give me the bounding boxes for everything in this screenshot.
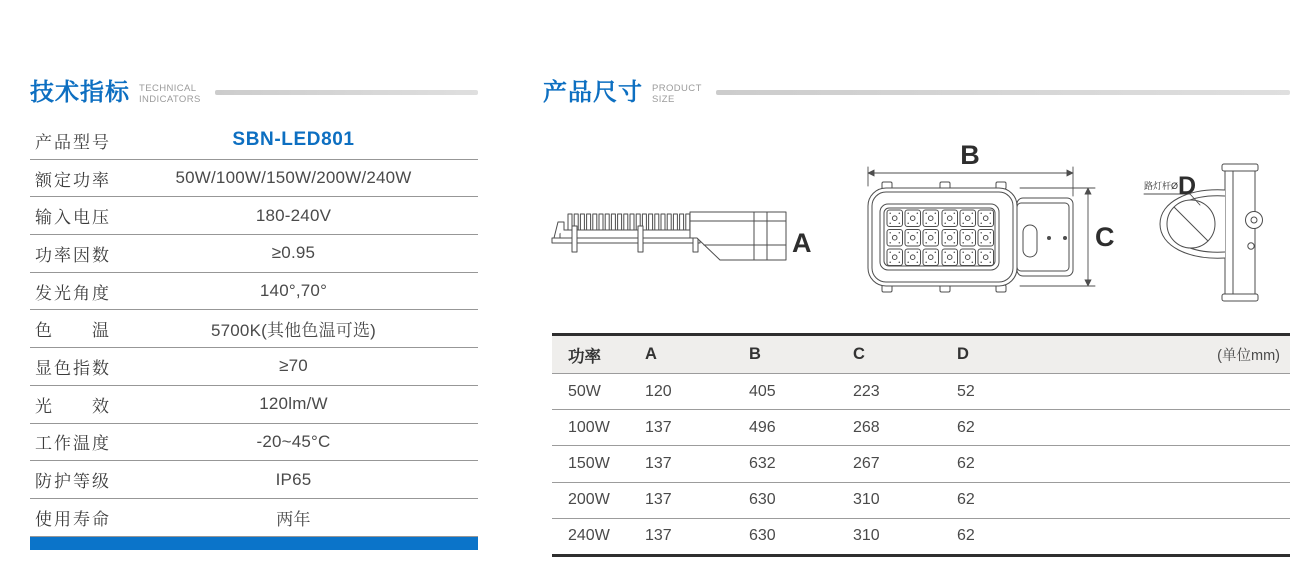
cell: 52	[957, 382, 975, 400]
cell: 137	[645, 491, 672, 509]
dimension-c-label: C	[1095, 222, 1114, 252]
cell: 62	[957, 491, 975, 509]
col-header-c: C	[853, 345, 865, 363]
col-header-a: A	[645, 345, 657, 363]
spec-value: -20~45°C	[256, 431, 331, 451]
col-header-b: B	[749, 345, 761, 363]
spec-value: 5700K(其他色温可选)	[210, 321, 377, 341]
cell: 310	[853, 491, 880, 509]
dimension-a-label: A	[792, 228, 812, 258]
tech-indicators-title: 技术指标	[30, 79, 130, 106]
col-header-power: 功率	[568, 347, 601, 366]
table-row-100w	[552, 409, 1290, 445]
spec-row-input-voltage	[30, 197, 478, 235]
dimension-b-label: B	[960, 142, 980, 170]
spec-row-beam-angle	[30, 273, 478, 311]
cell: 240W	[568, 527, 610, 545]
spec-row-cri	[30, 348, 478, 386]
table-row-200w	[552, 482, 1290, 518]
lamp-bar	[560, 230, 710, 238]
pole-note-label: 路灯杆Ø	[1144, 181, 1179, 191]
spec-value: 两年	[276, 509, 311, 529]
cell: 150W	[568, 454, 610, 472]
spec-value: IP65	[275, 469, 312, 489]
spec-label: 光效	[35, 396, 109, 416]
arm-slot	[1023, 225, 1037, 257]
spec-value: 140°,70°	[259, 281, 328, 301]
table-row-150w	[552, 445, 1290, 481]
spec-row-power-factor	[30, 235, 478, 273]
cell: 268	[853, 418, 880, 436]
cell: 310	[853, 527, 880, 545]
spec-value: 120lm/W	[259, 394, 328, 414]
tech-indicators-subtitle	[139, 84, 201, 106]
spec-row-efficacy	[30, 386, 478, 424]
spec-label: 防护等级	[35, 472, 109, 492]
subtitle-line1: TECHNICAL	[139, 83, 197, 94]
spec-row-rated-power	[30, 160, 478, 198]
lamp-end-body	[1225, 168, 1255, 297]
unit-note: (单位mm)	[1217, 348, 1280, 364]
spec-label: 显色指数	[35, 358, 109, 378]
cell: 496	[749, 418, 776, 436]
spec-row-operating-temp	[30, 424, 478, 462]
cell: 137	[645, 418, 672, 436]
spec-label: 功率因数	[35, 245, 109, 265]
subtitle-line2: INDICATORS	[139, 93, 201, 105]
cell: 223	[853, 382, 880, 400]
spec-label: 工作温度	[35, 434, 109, 454]
product-model-value: SBN-LED801	[232, 129, 355, 151]
spec-label: 额定功率	[35, 170, 109, 190]
pole-mount-drawing	[1140, 150, 1296, 315]
spec-label: 产品型号	[35, 132, 109, 152]
side-view-drawing	[548, 150, 818, 310]
product-size-subtitle	[652, 84, 702, 106]
spec-row-color-temp	[30, 310, 478, 348]
spec-value: ≥0.95	[271, 243, 316, 263]
cell: 62	[957, 527, 975, 545]
spec-row-model	[30, 122, 478, 160]
cell: 630	[749, 527, 776, 545]
spec-label: 使用寿命	[35, 509, 109, 529]
spec-label: 发光角度	[35, 283, 109, 303]
table-row-240w	[552, 518, 1290, 554]
subtitle-line1: PRODUCT	[652, 83, 702, 94]
clamp	[638, 226, 643, 252]
spec-table	[30, 122, 478, 537]
cell: 100W	[568, 418, 610, 436]
subtitle-line2: SIZE	[652, 93, 675, 105]
top-view-drawing	[858, 142, 1114, 327]
bottom-accent-bar	[30, 537, 478, 550]
cell: 267	[853, 454, 880, 472]
dimension-table-header	[552, 336, 1290, 373]
cell: 200W	[568, 491, 610, 509]
header-rule	[716, 90, 1290, 95]
driver-box	[690, 212, 786, 260]
header-rule	[215, 90, 478, 95]
cell: 405	[749, 382, 776, 400]
dimension-table	[552, 333, 1290, 557]
col-header-d: D	[957, 345, 969, 363]
dimension-d-label: D	[1178, 172, 1197, 200]
product-size-header	[543, 80, 1290, 106]
tech-indicators-header	[30, 80, 478, 106]
spec-value: 50W/100W/150W/200W/240W	[175, 168, 412, 188]
clamp	[572, 226, 577, 252]
cell: 120	[645, 382, 672, 400]
spec-value: ≥70	[279, 356, 308, 376]
spec-label: 色温	[35, 321, 109, 341]
cell: 632	[749, 454, 776, 472]
product-size-title: 产品尺寸	[543, 79, 643, 106]
cell: 62	[957, 418, 975, 436]
cell: 62	[957, 454, 975, 472]
cell: 630	[749, 491, 776, 509]
spec-label: 输入电压	[35, 208, 109, 228]
table-row-50w	[552, 373, 1290, 409]
cell: 137	[645, 454, 672, 472]
spec-value: 180-240V	[255, 205, 332, 225]
cell: 50W	[568, 382, 601, 400]
spec-row-ip-rating	[30, 461, 478, 499]
spec-row-lifespan	[30, 499, 478, 537]
cell: 137	[645, 527, 672, 545]
